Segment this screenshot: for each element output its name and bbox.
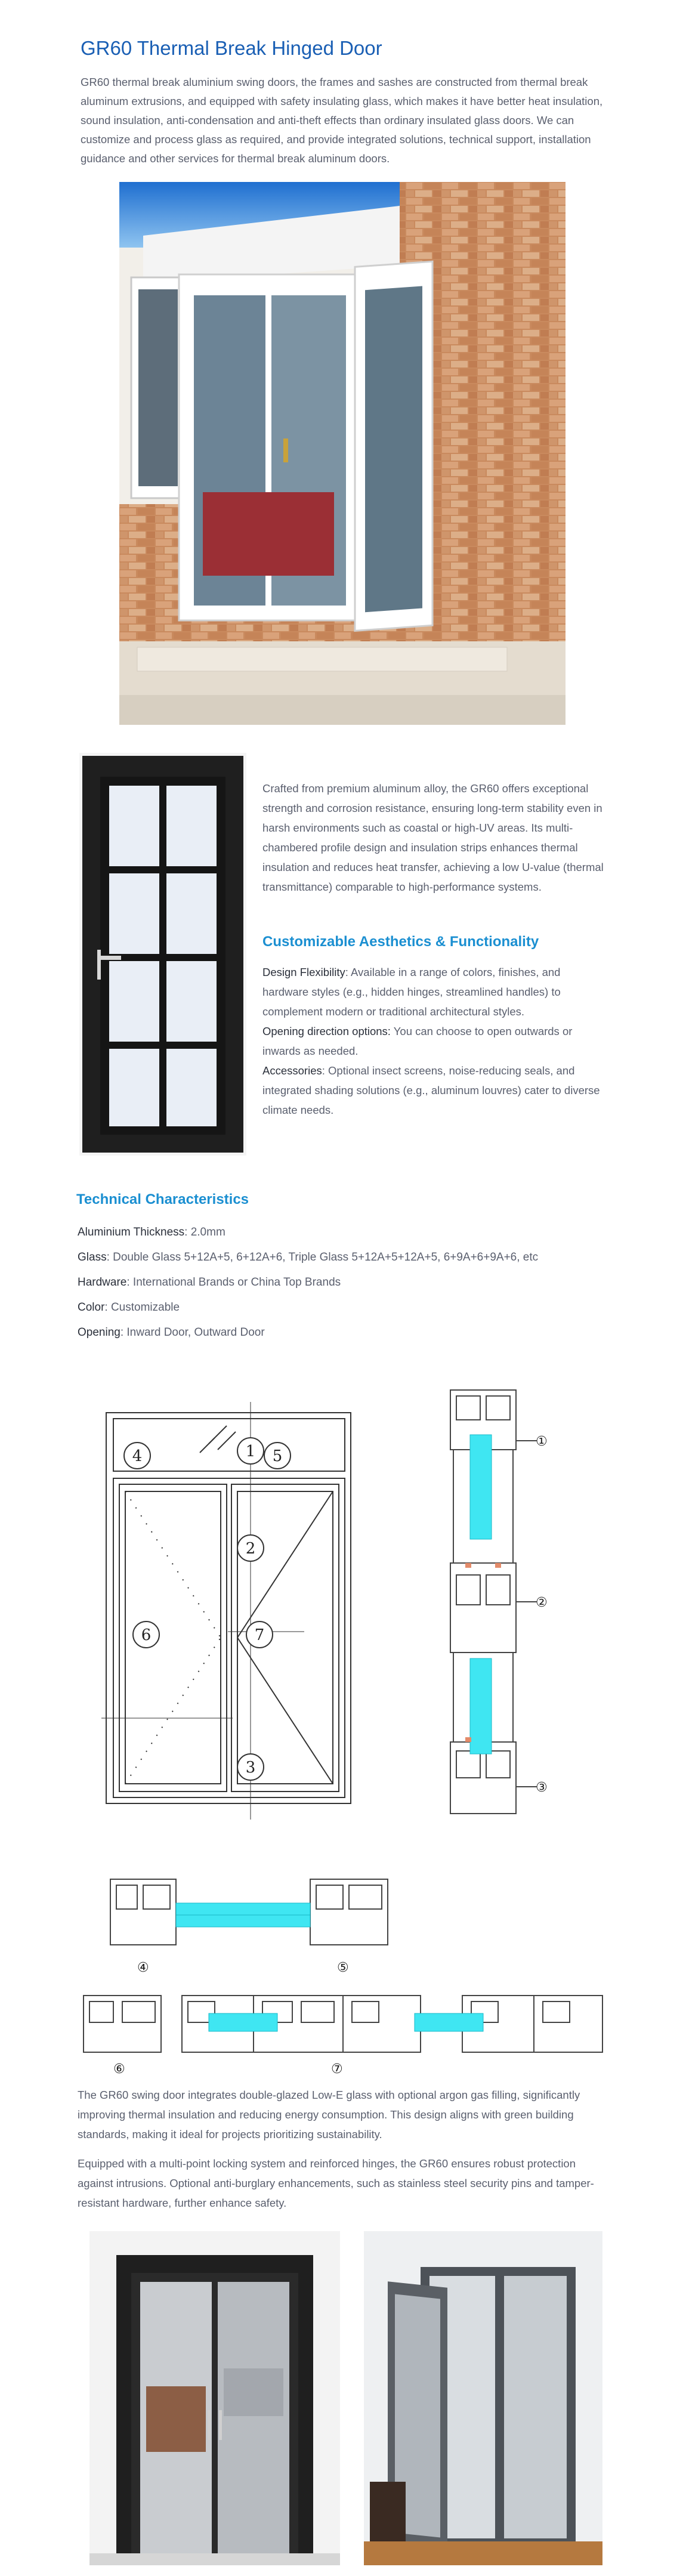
double-door-photo	[89, 2231, 340, 2565]
spec-value: : 2.0mm	[184, 1226, 225, 1238]
callout-6: 6	[141, 1626, 152, 1644]
aesthetics-item-opening	[262, 1021, 608, 1061]
intro-paragraph: GR60 thermal break aluminium swing doors, the frames and sashes are constructed from thermal break aluminum extrusions, and equipped with safety insulating glass, which makes it have better heat insulation, sound insulation, anti-condensation and anti-theft effects than ordinary insulated glass doors. We can customize and process glass as required, and provide integrated solutions, technical support, installation guidance and other services for thermal break aluminum doors.	[81, 76, 603, 165]
security-paragraph: Equipped with a multi-point locking system and reinforced hinges, the GR60 ensures robust protection against intrusions. Optional anti-burglary enhancements, such as stainless steel security pins and tamper-resistant hardware, further enhance safety.	[78, 2157, 594, 2209]
page-title: GR60 Thermal Break Hinged Door	[81, 37, 382, 59]
item-text: : Available in a range of colors, finishes, and hardware styles (e.g., hidden hinges, streamlined handles) to complement modern or traditional architectural styles.	[262, 966, 561, 1018]
spec-value: : Double Glass 5+12A+5, 6+12A+6, Triple Glass 5+12A+5+12A+5, 6+9A+6+9A+6, etc	[106, 1251, 539, 1264]
spec-label: Color	[78, 1301, 105, 1314]
spec-label: Hardware	[78, 1276, 127, 1289]
callout-5: 5	[272, 1447, 283, 1465]
aesthetics-list	[262, 962, 608, 1120]
callout-4: 4	[132, 1447, 143, 1465]
spec-glass	[78, 1251, 538, 1264]
spec-hardware	[78, 1276, 341, 1289]
horizontal-section-4-5	[104, 1870, 397, 1981]
item-text: You can choose to open outwards or inwards as needed.	[262, 1025, 573, 1057]
callout-3: 3	[245, 1759, 256, 1777]
aesthetics-heading: Customizable Aesthetics & Functionality	[262, 934, 539, 950]
section-label-2: ②	[536, 1595, 548, 1610]
spec-value: : Customizable	[104, 1301, 180, 1314]
door-elevation-drawing	[89, 1402, 370, 1820]
item-label: Opening direction options:	[262, 1025, 391, 1037]
section-label-4: ④	[137, 1960, 149, 1975]
item-text: : Optional insect screens, noise-reducing seals, and integrated shading solutions (e.g., aluminum louvres) cater to diverse climate needs.	[262, 1064, 600, 1116]
grey-door-photo	[364, 2231, 602, 2565]
horizontal-section-6-7	[81, 1987, 605, 2076]
tech-heading: Technical Characteristics	[76, 1191, 249, 1207]
section-label-7: ⑦	[331, 2062, 343, 2076]
black-grid-door-photo	[79, 753, 246, 1156]
section-label-6: ⑥	[113, 2062, 125, 2076]
spec-value: : International Brands or China Top Brands	[126, 1276, 341, 1289]
material-paragraph: Crafted from premium aluminum alloy, the GR60 offers exceptional strength and corrosion resistance, ensuring long-term stability even in harsh environments such as coastal or high-UV areas. Its multi-chambered profile design and insulation strips enhances thermal insulation and reduces heat transfer, achieving a low U-value (thermal transmittance) comparable to high-performance systems.	[262, 782, 604, 893]
conservatory-door-photo	[119, 182, 566, 725]
section-label-1: ①	[536, 1434, 548, 1449]
spec-label: Aluminium Thickness	[78, 1226, 185, 1238]
spec-label: Glass	[78, 1251, 107, 1264]
section-label-3: ③	[536, 1780, 548, 1795]
section-label-5: ⑤	[337, 1960, 349, 1975]
callout-7: 7	[254, 1626, 265, 1644]
spec-thickness	[78, 1226, 225, 1239]
item-label: Accessories	[262, 1064, 322, 1077]
item-label: Design Flexibility	[262, 966, 345, 978]
callout-1: 1	[245, 1443, 256, 1460]
aesthetics-item-accessories	[262, 1061, 608, 1120]
spec-value: : Inward Door, Outward Door	[120, 1326, 265, 1339]
spec-color	[78, 1301, 180, 1314]
vertical-profile-section	[441, 1384, 555, 1820]
spec-opening	[78, 1326, 265, 1339]
energy-paragraph: The GR60 swing door integrates double-glazed Low-E glass with optional argon gas filling, significantly improving thermal insulation and reducing energy consumption. This design aligns with green building standards, making it ideal for projects prioritizing sustainability.	[78, 2089, 580, 2141]
spec-label: Opening	[78, 1326, 120, 1339]
aesthetics-item-design	[262, 962, 608, 1021]
callout-2: 2	[245, 1540, 256, 1558]
